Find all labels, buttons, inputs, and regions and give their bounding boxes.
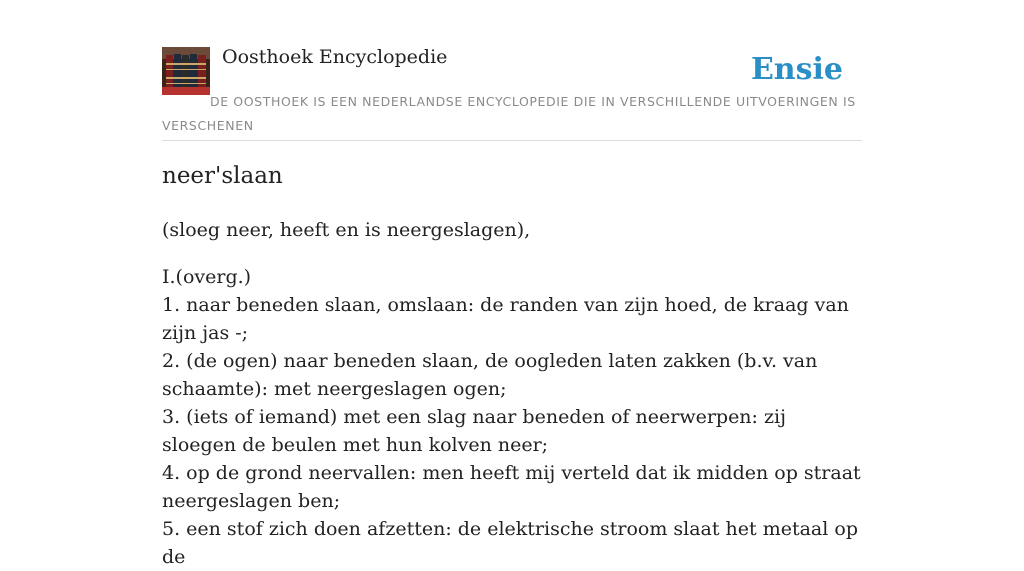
definition-list (162, 263, 862, 571)
site-title[interactable]: Oosthoek Encyclopedie (222, 46, 448, 68)
book-spines-icon[interactable] (162, 47, 210, 95)
definition-section-label: I.(overg.) (162, 266, 252, 288)
ensie-logo-link[interactable]: Ensie (750, 52, 843, 87)
definition-item: 3. (iets of iemand) met een slag naar beneden of neerwerpen: zij sloegen de beulen met hun kolven neer; (162, 406, 786, 456)
page-container (162, 0, 862, 568)
definition-item: 5. een stof zich doen afzetten: de elektrische stroom slaat het metaal op de (162, 518, 858, 568)
definition-item: 1. naar beneden slaan, omslaan: de randen van zijn hoed, de kraag van zijn jas -; (162, 294, 849, 344)
definition-item: 4. op de grond neervallen: men heeft mij verteld dat ik midden op straat neergeslagen ben; (162, 462, 861, 512)
site-tagline: DE OOSTHOEK IS EEN NEDERLANDSE ENCYCLOPEDIE DIE IN VERSCHILLENDE UITVOERINGEN IS VERSCHENEN (162, 94, 856, 133)
definition-item: 2. (de ogen) naar beneden slaan, de oogleden laten zakken (b.v. van schaamte): met neergeslagen ogen; (162, 350, 818, 400)
entry-grammar: (sloeg neer, heeft en is neergeslagen), (162, 219, 531, 241)
site-header (162, 0, 862, 141)
entry-title: neer'slaan (162, 163, 283, 189)
